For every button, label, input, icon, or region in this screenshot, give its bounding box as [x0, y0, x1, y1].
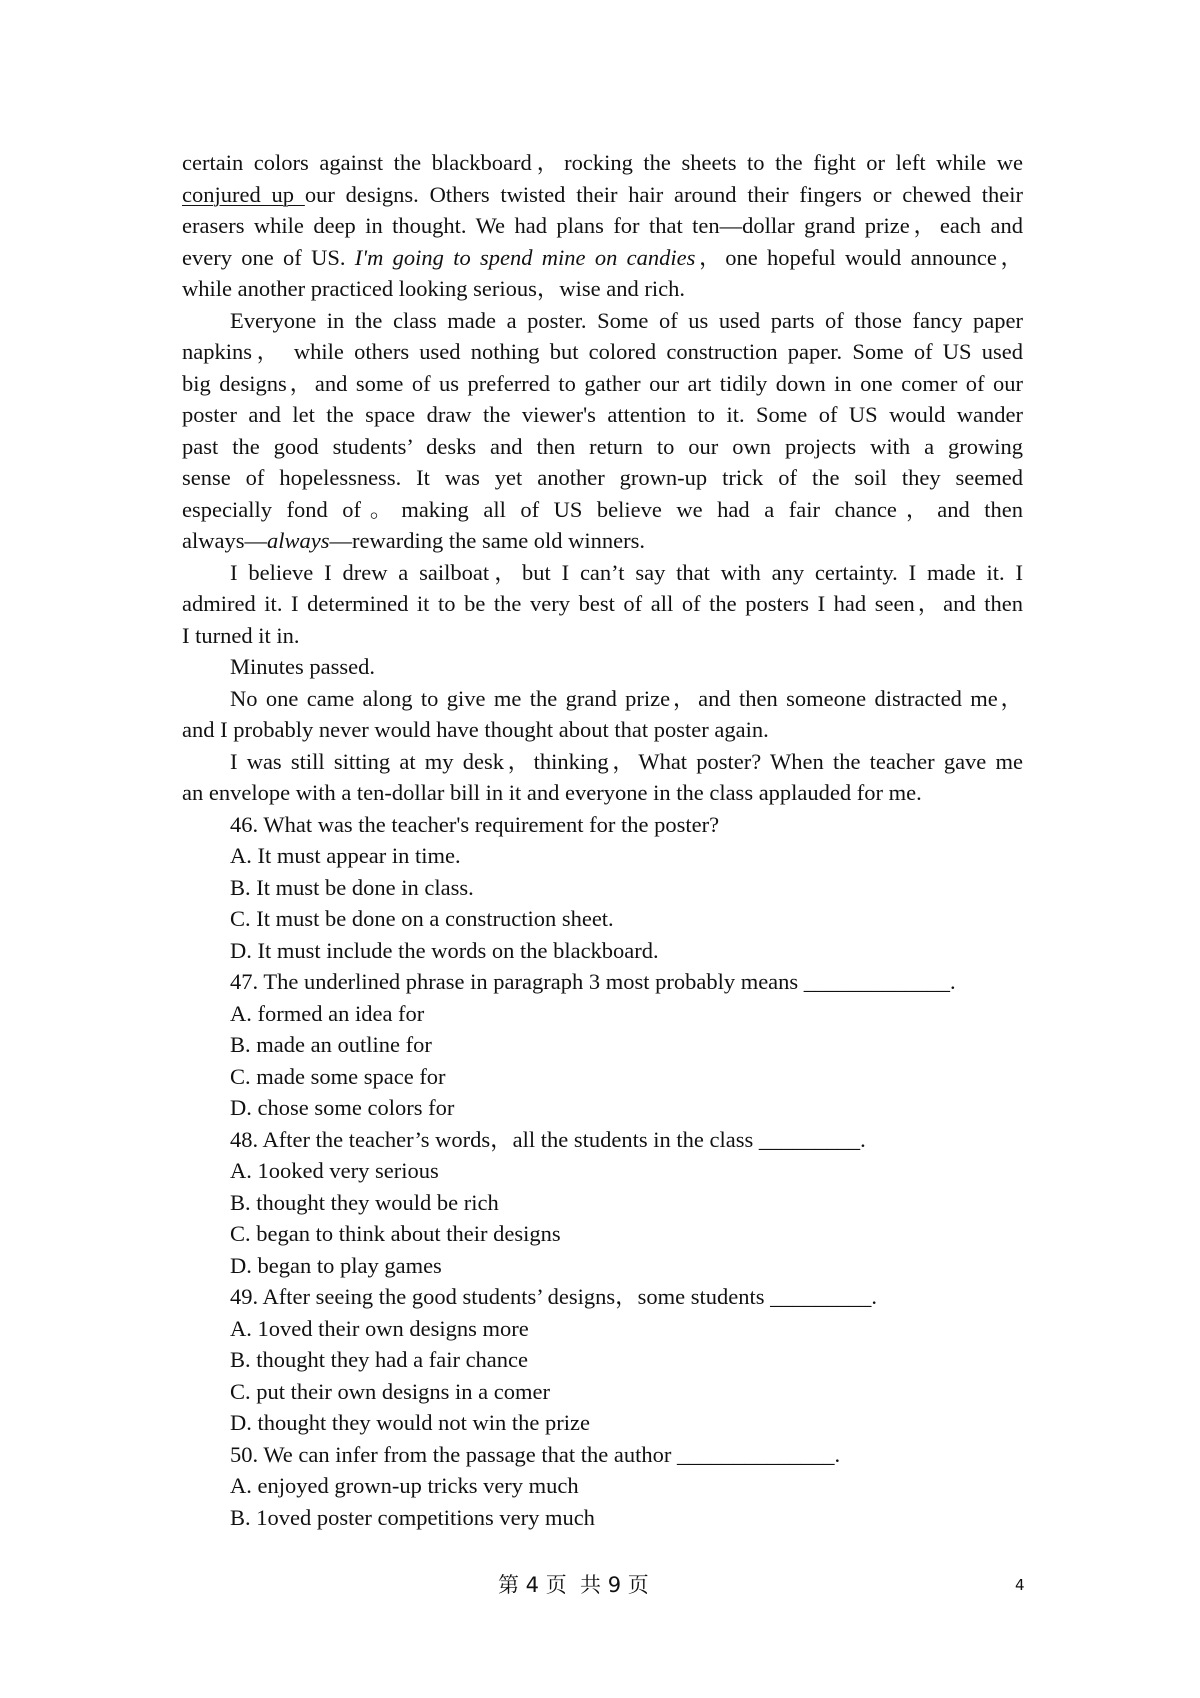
text-segment: poster and let the space draw the viewer's attention to it. Some of US would wander — [182, 402, 1023, 427]
passage-line — [182, 588, 1023, 620]
answer-option: A. It must appear in time. — [230, 843, 461, 868]
passage-line — [182, 336, 1023, 368]
passage-line — [182, 210, 1023, 242]
text-segment: Minutes passed. — [230, 654, 375, 679]
answer-option: D. thought they would not win the prize — [230, 1410, 590, 1435]
passage-paragraph — [182, 557, 1023, 652]
text-segment: ，one hopeful would announce， — [695, 244, 1023, 270]
answer-option: D. began to play games — [230, 1252, 442, 1278]
passage-line — [182, 305, 1023, 337]
question-48 — [182, 1124, 1023, 1282]
page-footer-info: 第 4 页 共 9 页 — [498, 1573, 649, 1597]
italic-text: I'm going to spend mine on candies — [354, 244, 696, 270]
answer-option: B. made an outline for — [230, 1032, 432, 1057]
text-segment: No one came along to give me the grand prize，and then someone distracted me， — [230, 685, 1023, 711]
passage-line — [182, 683, 1023, 715]
passage-line — [182, 620, 1023, 652]
answer-option: C. It must be done on a construction sheet. — [230, 906, 614, 931]
italic-text: always — [266, 528, 330, 553]
passage-line — [182, 462, 1023, 494]
text-segment: our designs. Others twisted their hair around their fingers or chewed their — [304, 181, 1024, 207]
passage-line — [182, 651, 1023, 683]
text-segment: big designs，and some of us preferred to gather our art tidily down in one comer of our — [182, 370, 1023, 396]
passage-line — [182, 714, 1023, 746]
passage-line — [182, 525, 1023, 557]
answer-option: A. 1ooked very serious — [230, 1158, 439, 1183]
passage-line — [182, 431, 1023, 463]
text-segment: while another practiced looking serious，wise and rich. — [182, 276, 685, 301]
answer-option: C. made some space for — [230, 1063, 446, 1089]
answer-option: A. formed an idea for — [230, 1000, 425, 1026]
text-segment: sense of hopelessness. It was yet another grown-up trick of the soil they seemed — [182, 465, 1023, 490]
text-segment: —rewarding the same old winners. — [329, 528, 646, 553]
text-segment: especially fond of。making all of US believe we had a fair chance，and then — [182, 496, 1023, 522]
text-segment: past the good students’ desks and then return to our own projects with a growing — [182, 433, 1023, 459]
page-content — [182, 147, 1023, 1533]
question-stem: 50. We can infer from the passage that the author ______________. — [230, 1441, 841, 1467]
answer-option: B. 1oved poster competitions very much — [230, 1504, 595, 1530]
question-list — [182, 809, 1023, 1534]
question-47 — [182, 966, 1023, 1124]
text-segment: I believe I drew a sailboat，but I can’t say that with any certainty. I made it. I — [230, 559, 1023, 585]
passage-line — [182, 147, 1023, 179]
text-segment: certain colors against the blackboard，rocking the sheets to the fight or left while we — [182, 150, 1023, 175]
passage-line — [182, 777, 1023, 809]
text-segment: I turned it in. — [182, 622, 300, 648]
passage-line — [182, 179, 1023, 211]
reading-passage — [182, 147, 1023, 809]
passage-paragraph — [182, 147, 1023, 305]
answer-option: C. began to think about their designs — [230, 1221, 561, 1246]
passage-paragraph — [182, 651, 1023, 683]
passage-line — [182, 242, 1023, 274]
answer-option: C. put their own designs in a comer — [230, 1378, 550, 1404]
passage-paragraph — [182, 305, 1023, 557]
answer-option: B. thought they had a fair chance — [230, 1347, 529, 1372]
passage-line — [182, 399, 1023, 431]
passage-line — [182, 557, 1023, 589]
answer-option: A. 1oved their own designs more — [230, 1315, 529, 1341]
question-stem: 48. After the teacher’s words，all the students in the class _________. — [230, 1126, 866, 1152]
text-segment: I was still sitting at my desk，thinking，What poster? When the teacher gave me — [230, 748, 1023, 774]
underlined-phrase: conjured up — [182, 181, 305, 207]
answer-option: B. It must be done in class. — [230, 874, 474, 900]
answer-option: D. chose some colors for — [230, 1095, 455, 1120]
answer-option: B. thought they would be rich — [230, 1189, 499, 1215]
passage-paragraph — [182, 683, 1023, 746]
passage-paragraph — [182, 746, 1023, 809]
page-number: 4 — [1015, 1576, 1025, 1594]
text-segment: Everyone in the class made a poster. Some of us used parts of those fancy paper — [230, 307, 1023, 333]
question-stem: 47. The underlined phrase in paragraph 3 most probably means _____________. — [230, 969, 956, 994]
answer-option: A. enjoyed grown-up tricks very much — [230, 1473, 579, 1498]
text-segment: every one of US. — [182, 244, 355, 270]
text-segment: always— — [182, 528, 267, 553]
text-segment: admired it. I determined it to be the very best of all of the posters I had seen，and then — [182, 591, 1023, 616]
text-segment: napkins， while others used nothing but colored construction paper. Some of US used — [182, 339, 1023, 364]
text-segment: and I probably never would have thought about that poster again. — [182, 717, 769, 742]
text-segment: erasers while deep in thought. We had plans for that ten—dollar grand prize，each and — [182, 213, 1023, 238]
text-segment: an envelope with a ten-dollar bill in it and everyone in the class applauded for me. — [182, 780, 922, 805]
passage-line — [182, 273, 1023, 305]
question-46 — [182, 809, 1023, 967]
passage-line — [182, 746, 1023, 778]
question-stem: 49. After seeing the good students’ designs，some students _________. — [230, 1284, 878, 1309]
passage-line — [182, 494, 1023, 526]
answer-option: D. It must include the words on the blackboard. — [230, 937, 659, 963]
passage-line — [182, 368, 1023, 400]
question-50 — [182, 1439, 1023, 1534]
question-49 — [182, 1281, 1023, 1439]
question-stem: 46. What was the teacher's requirement for the poster? — [230, 811, 720, 837]
